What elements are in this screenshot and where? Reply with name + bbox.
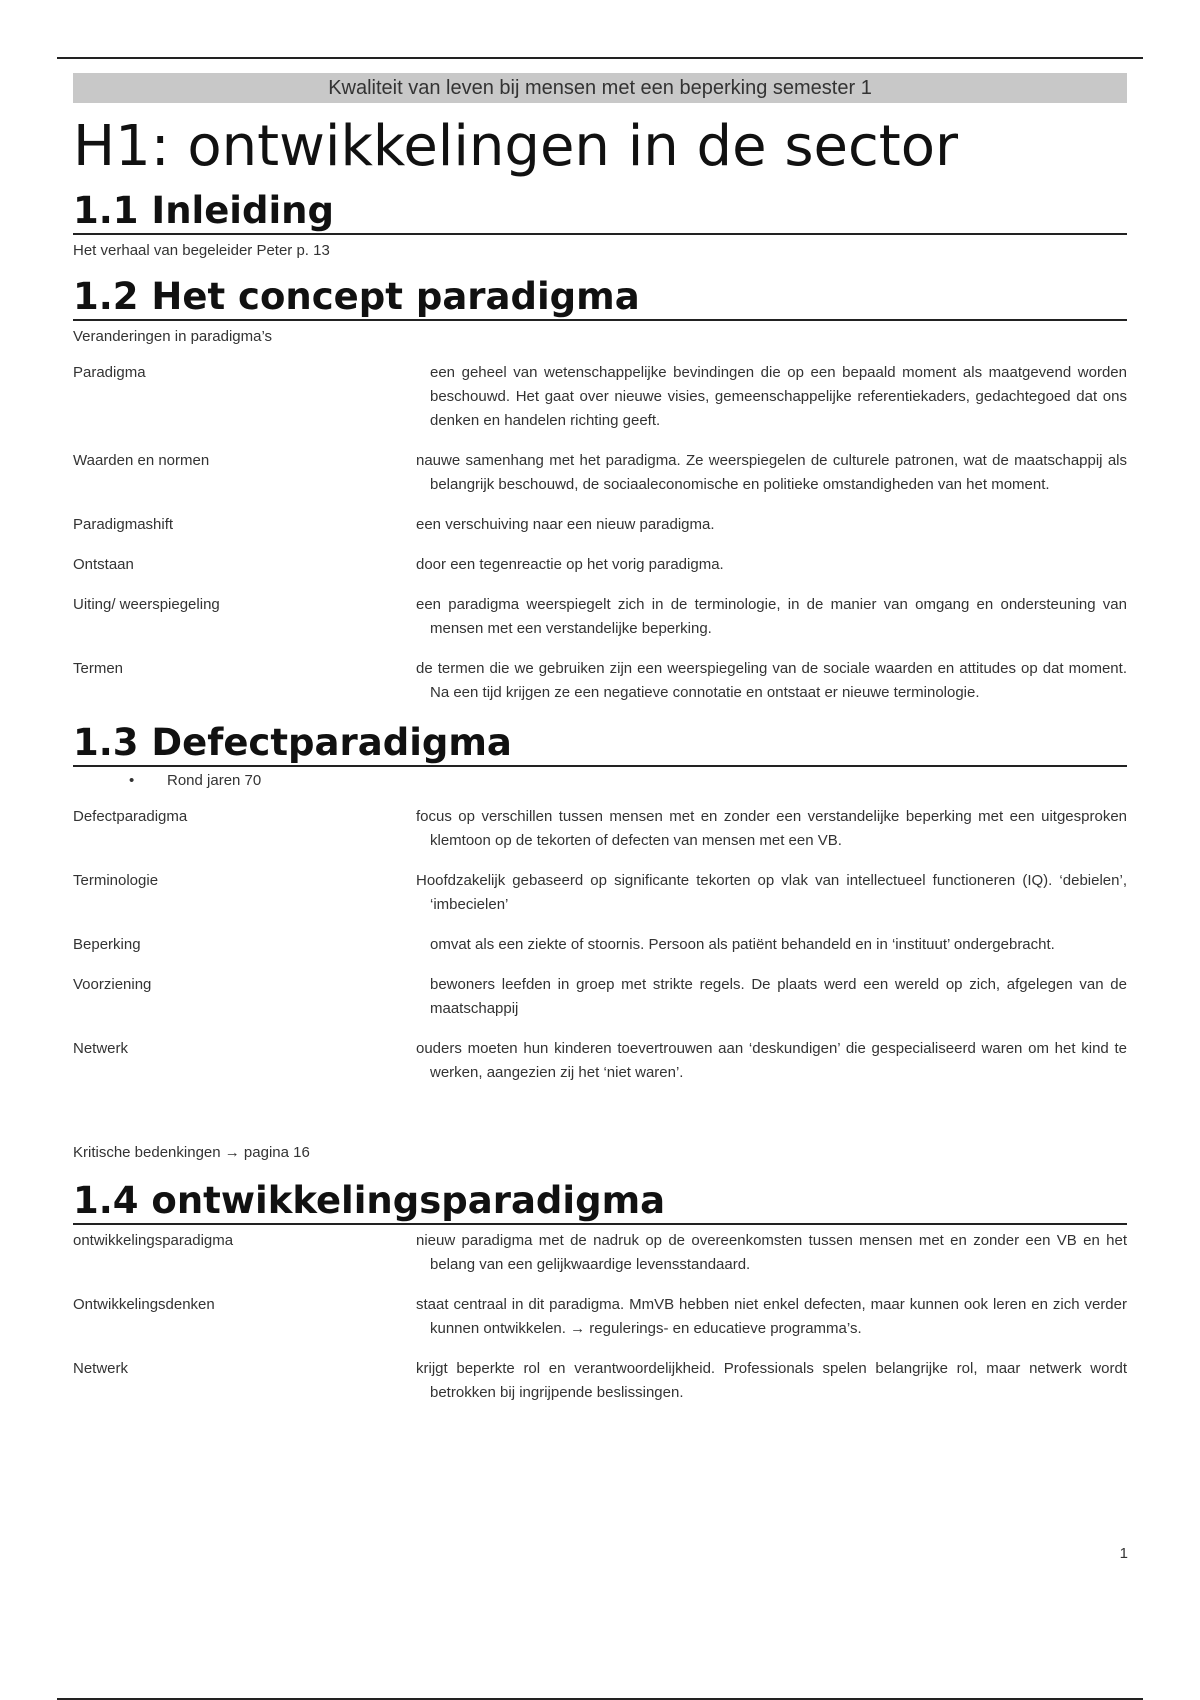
definition-desc: bewoners leefden in groep met strikte regels. De plaats werd een wereld op zich, afgelegen van de maatschappij (430, 976, 1127, 1017)
definition-term: Uiting/ weerspiegeling (73, 596, 220, 613)
definition-list-1-3 (73, 805, 1127, 1085)
definition-row (73, 933, 1127, 957)
definition-term: Paradigmashift (73, 516, 174, 533)
definition-desc: krijgt beperkte rol en verantwoordelijkheid. Professionals spelen belangrijke rol, maar netwerk wordt betrokken bij ingrijpende beslissingen. (416, 1360, 1127, 1401)
definition-list-1-4 (73, 1229, 1127, 1405)
definition-desc: de termen die we gebruiken zijn een weerspiegeling van de sociale waarden en attitudes op dat moment. Na een tijd krijgen ze een negatieve connotatie en ontstaat er nieuwe terminologie. (416, 660, 1127, 701)
definition-row (73, 657, 1127, 705)
definition-term: Ontstaan (73, 556, 134, 573)
definition-row (73, 593, 1127, 641)
section-title-1-2: 1.2 Het concept paradigma (73, 275, 1127, 321)
definition-desc: omvat als een ziekte of stoornis. Persoon als patiënt behandeld en in ‘instituut’ ondergebracht. (430, 936, 1055, 953)
definition-term: Terminologie (73, 872, 159, 889)
definition-desc: ouders moeten hun kinderen toevertrouwen aan ‘deskundigen’ die gespecialiseerd waren om het kind te werken, aangezien zij het ‘niet waren’. (416, 1040, 1127, 1081)
definition-row (73, 449, 1127, 497)
page-number: 1 (1119, 1545, 1128, 1562)
definition-row (73, 1293, 1127, 1341)
definition-term: Beperking (73, 936, 141, 953)
definition-row (73, 1037, 1127, 1085)
section-intro-1-1: Het verhaal van begeleider Peter p. 13 (73, 242, 330, 259)
definition-row (73, 869, 1127, 917)
section-title-1-4: 1.4 ontwikkelingsparadigma (73, 1179, 1127, 1225)
definition-row (73, 1229, 1127, 1277)
definition-list-1-2 (73, 361, 1127, 705)
definition-desc: een verschuiving naar een nieuw paradigma. (416, 516, 715, 533)
definition-desc: een geheel van wetenschappelijke bevindingen die op een bepaald moment als maatgevend worden beschouwd. Het gaat over nieuwe visies, gemeenschappelijke referentiekaders, gedachtegoed dat ons denken en handelen richting geeft. (430, 364, 1127, 429)
definition-desc: focus op verschillen tussen mensen met en zonder een verstandelijke beperking met een uitgesproken klemtoon op de tekorten of defecten van mensen met een VB. (416, 808, 1127, 849)
definition-term: Defectparadigma (73, 808, 188, 825)
definition-desc: een paradigma weerspiegelt zich in de terminologie, in de manier van omgang en ondersteuning van mensen met een verstandelijke beperking. (416, 596, 1127, 637)
definition-term: Netwerk (73, 1360, 129, 1377)
definition-term: Paradigma (73, 364, 146, 381)
section-title-1-1: 1.1 Inleiding (73, 189, 1127, 235)
definition-term: Voorziening (73, 976, 152, 993)
note-text: Kritische bedenkingen → pagina 16 (73, 1144, 310, 1161)
definition-term: Netwerk (73, 1040, 129, 1057)
top-rule (57, 57, 1143, 59)
definition-row (73, 973, 1127, 1021)
running-header: Kwaliteit van leven bij mensen met een beperking semester 1 (73, 73, 1127, 103)
bullet-item (73, 769, 1127, 793)
chapter-title: H1: ontwikkelingen in de sector (73, 114, 959, 179)
definition-term: Ontwikkelingsdenken (73, 1296, 215, 1313)
page-content (73, 73, 1127, 1421)
definition-desc: door een tegenreactie op het vorig paradigma. (416, 556, 724, 573)
definition-desc: staat centraal in dit paradigma. MmVB hebben niet enkel defecten, maar kunnen ook leren en zich verder kunnen ontwikkelen. → regulerings- en educatieve programma’s. (416, 1296, 1127, 1337)
definition-row (73, 553, 1127, 577)
definition-term: ontwikkelingsparadigma (73, 1232, 234, 1249)
definition-term: Waarden en normen (73, 452, 210, 469)
definition-row (73, 361, 1127, 433)
definition-desc: Hoofdzakelijk gebaseerd op significante tekorten op vlak van intellectueel functioneren (IQ). ‘debielen’, ‘imbecielen’ (416, 872, 1127, 913)
definition-desc: nauwe samenhang met het paradigma. Ze weerspiegelen de culturele patronen, wat de maatschappij als belangrijk beschouwd, de sociaaleconomische en politieke omstandigheden van het moment. (416, 452, 1127, 493)
section-title-1-3: 1.3 Defectparadigma (73, 721, 1127, 767)
bullet-dot-icon: • (129, 772, 135, 789)
definition-row (73, 1357, 1127, 1405)
definition-row (73, 513, 1127, 537)
bullet-text: Rond jaren 70 (167, 772, 262, 789)
definition-row (73, 805, 1127, 853)
definition-term: Termen (73, 660, 124, 677)
definition-desc: nieuw paradigma met de nadruk op de overeenkomsten tussen mensen met en zonder een VB en het belang van een gelijkwaardige levensstandaard. (416, 1232, 1127, 1273)
section-intro-1-2: Veranderingen in paradigma’s (73, 328, 273, 345)
